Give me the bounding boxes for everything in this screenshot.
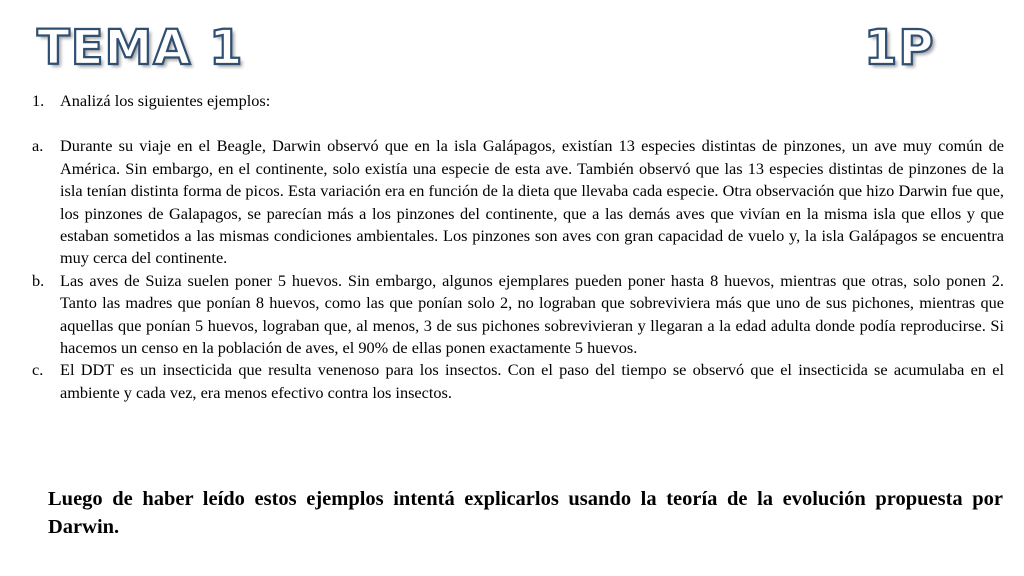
example-marker: c. xyxy=(32,360,44,380)
example-marker: b. xyxy=(32,270,45,290)
instruction-text: Analizá los siguientes ejemplos: xyxy=(60,91,271,110)
example-marker: a. xyxy=(32,136,44,156)
example-text: Durante su viaje en el Beagle, Darwin observó que en la isla Galápagos, existían 13 especies distintas de pinzones, un ave muy común de América. Sin embargo, en el continente, solo existía una especie de esta ave. También observó que las 13 especies distintas de pinzones de la isla tenían distinta forma de picos. Esta variación era en función de la dieta que llevaba cada especie. Otra observación que hizo Darwin fue que, los pinzones de Galapagos, se parecían más a los pinzones del continente, que a las demás aves que vivían en la misma isla que ellos y que estaban sometidos a las mismas condiciones ambientales. Los pinzones son aves con gran capacidad de vuelo y, la isla Galápagos se encuentra muy cerca del continente. xyxy=(60,136,1004,268)
slide-title: TEMA 1 xyxy=(37,20,244,76)
instruction-item xyxy=(26,90,1004,112)
example-item-c xyxy=(26,359,1004,404)
example-text: Las aves de Suiza suelen poner 5 huevos. Sin embargo, algunos ejemplares pueden poner hasta 8 huevos, mientras que otras, solo ponen 2. Tanto las madres que ponían 8 huevos, como las que ponían solo 2, no lograban que sobreviviera más que uno de sus pichones, mientras que aquellas que ponían 5 huevos, lograban que, al menos, 3 de sus pichones sobrevivieran y llegaran a la edad adulta donde podía reproducirse. Si hacemos un censo en la población de aves, el 90% de ellas ponen exactamente 5 huevos. xyxy=(60,270,1004,358)
example-text: El DDT es un insecticida que resulta venenoso para los insectos. Con el paso del tiempo se observó que el insecticida se acumulaba en el ambiente y cada vez, era menos efectivo contra los insectos. xyxy=(60,360,1004,402)
example-item-a xyxy=(26,135,1004,269)
instruction-number: 1. xyxy=(32,91,45,110)
example-item-b xyxy=(26,270,1004,360)
content-body xyxy=(26,90,1004,404)
conclusion-prompt: Luego de haber leído estos ejemplos intentá explicarlos usando la teoría de la evolución propuesta por Darwin. xyxy=(48,488,1003,538)
slide-tag: 1P xyxy=(864,20,935,76)
spacer xyxy=(26,112,1004,135)
